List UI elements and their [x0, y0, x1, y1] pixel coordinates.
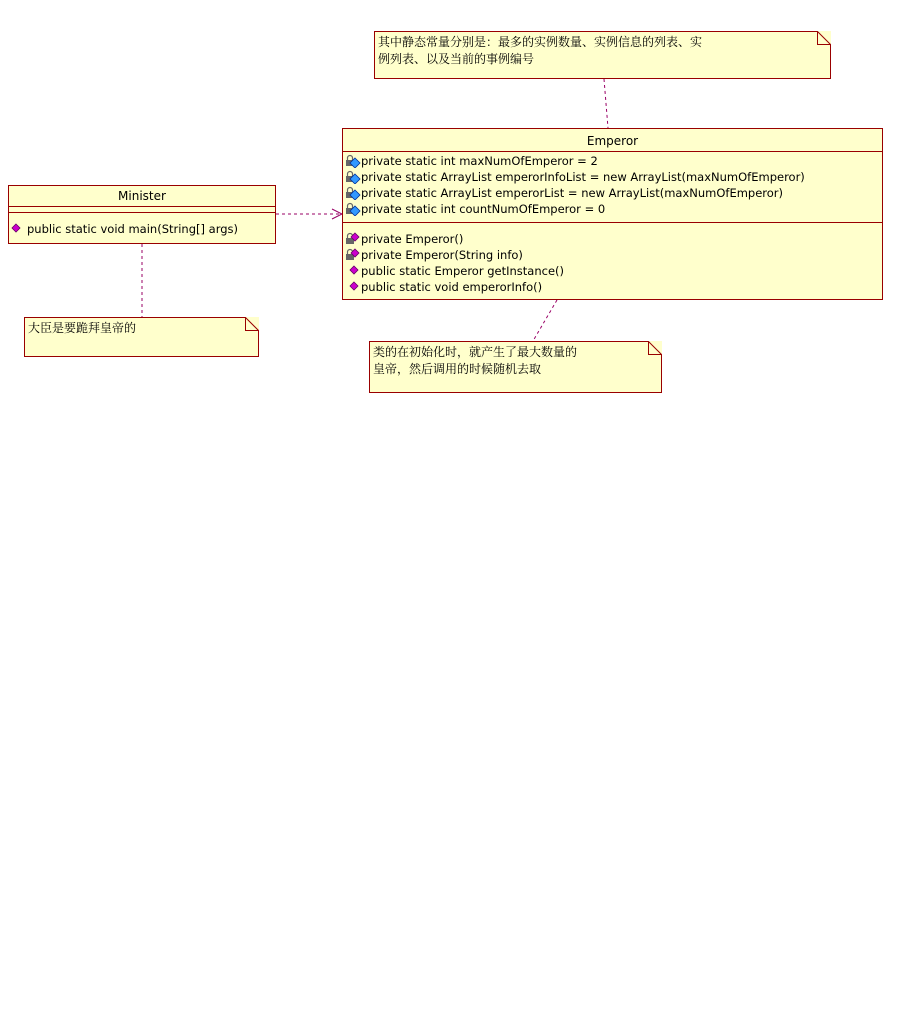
operation-main[interactable] [9, 221, 275, 237]
public-method-icon [11, 222, 27, 236]
anchor-line-static-note[interactable] [604, 79, 608, 128]
private-static-attribute-icon [345, 186, 361, 200]
attribute-text: private static ArrayList emperorInfoList = new ArrayList(maxNumOfEmperor) [361, 170, 805, 184]
attribute-max-num[interactable] [343, 153, 882, 169]
operation-text: public static void emperorInfo() [361, 280, 543, 294]
attribute-count-num[interactable] [343, 201, 882, 217]
class-emperor[interactable] [342, 128, 883, 300]
note-static-constants[interactable] [374, 31, 831, 79]
operations-compartment [9, 212, 275, 237]
note-initialization[interactable] [369, 341, 662, 393]
class-minister[interactable] [8, 185, 276, 244]
attribute-text: private static int countNumOfEmperor = 0 [361, 202, 606, 216]
attribute-emperor-info-list[interactable] [343, 169, 882, 185]
attribute-emperor-list[interactable] [343, 185, 882, 201]
private-static-attribute-icon [345, 170, 361, 184]
private-static-attribute-icon [345, 202, 361, 216]
public-method-icon [345, 280, 361, 294]
dependency-arrowhead [332, 209, 342, 219]
operations-compartment [343, 222, 882, 295]
operation-text: private Emperor() [361, 232, 464, 246]
note-text: 类的在初始化时，就产生了最大数量的 皇帝，然后调用的时候随机去取 [373, 345, 578, 376]
class-name: Minister [118, 189, 166, 203]
attribute-text: private static int maxNumOfEmperor = 2 [361, 154, 598, 168]
note-minister[interactable] [24, 317, 259, 357]
operation-text: private Emperor(String info) [361, 248, 523, 262]
attribute-text: private static ArrayList emperorList = new ArrayList(maxNumOfEmperor) [361, 186, 784, 200]
operation-text: public static Emperor getInstance() [361, 264, 564, 278]
operation-private-constructor-info[interactable] [343, 247, 882, 263]
private-static-attribute-icon [345, 154, 361, 168]
note-text: 大臣是要跪拜皇帝的 [28, 321, 137, 335]
private-method-icon [345, 248, 361, 262]
operation-get-instance[interactable] [343, 263, 882, 279]
operation-private-constructor[interactable] [343, 231, 882, 247]
attributes-compartment [343, 151, 882, 222]
operation-text: public static void main(String[] args) [27, 222, 238, 236]
anchor-line-init-note[interactable] [533, 300, 557, 341]
class-name: Emperor [586, 134, 639, 148]
operation-emperor-info[interactable] [343, 279, 882, 295]
note-text: 其中静态常量分别是：最多的实例数量、实例信息的列表、实 例列表、以及当前的事例编号 [378, 35, 703, 66]
public-method-icon [345, 264, 361, 278]
private-method-icon [345, 232, 361, 246]
